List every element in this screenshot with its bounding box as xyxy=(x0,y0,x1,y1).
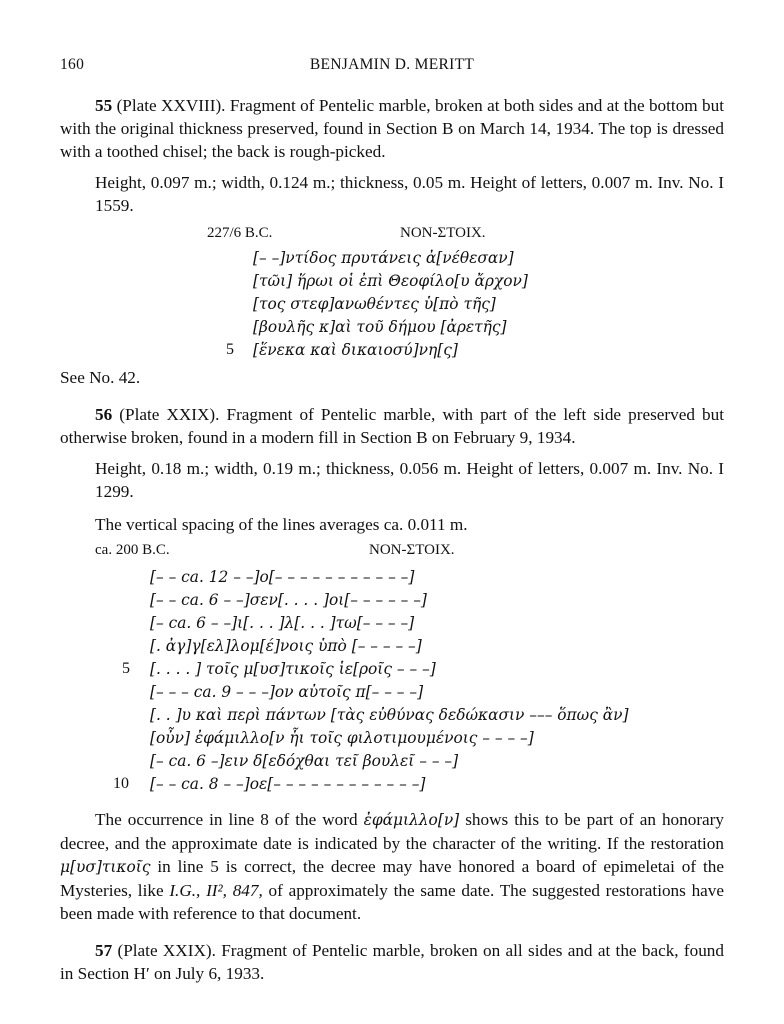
entry-55-intro: 55 (Plate XXVIII). Fragment of Pentelic marble, broken at both sides and at the bottom but with the original thickness preserved, found in Section B on March 14, 1934. The top is dressed with a toothed chisel; the back is rough-picked. xyxy=(60,96,725,161)
inscription-55-header xyxy=(60,225,724,249)
entry-57-intro: 57 (Plate XXIX). Fragment of Pentelic marble, broken on all sides and at the back, found in Section H′ on July 6, 1933. xyxy=(60,941,724,983)
inscription-line: [– ca. 6 –]ειν δ[εδόχθαι τεῖ βουλεῖ – – –] xyxy=(150,752,459,770)
entry-55-dimensions: Height, 0.097 m.; width, 0.124 m.; thickness, 0.05 m. Height of letters, 0.007 m. Inv. No. I 1559. xyxy=(95,173,724,215)
inscription-date: ca. 200 B.C. xyxy=(95,542,170,558)
entry-56-dimensions: Height, 0.18 m.; width, 0.19 m.; thickness, 0.056 m. Height of letters, 0.007 m. Inv. No. I 1299. xyxy=(95,459,724,501)
inscription-56-header xyxy=(60,542,724,566)
inscription-date: 227/6 B.C. xyxy=(207,225,273,241)
inscription-line: [– – – ca. 9 – – –]ον αὐτοῖς π[– – – –] xyxy=(150,683,424,701)
inscription-line: [τῶι] ἥρωι οἱ ἐπὶ Θεοφίλο[υ ἄρχον] xyxy=(253,272,528,290)
page-number: 160 xyxy=(60,56,85,73)
entry-56-spacing-note: The vertical spacing of the lines averages ca. 0.011 m. xyxy=(95,515,468,534)
inscription-line: [. ἀγ]γ[ελ]λομ[έ]νοις ὑπὸ [– – – – –] xyxy=(150,637,422,655)
entry-number: 55 xyxy=(95,96,113,115)
inscription-line: [– ca. 6 – –]ι[. . . ]λ[. . . ]τω[– – – –] xyxy=(150,614,415,632)
inscription-line: [. . ]υ καὶ περὶ πάντων [τὰς εὐθύνας δεδώκασιν ––– ὅπως ἂν] xyxy=(150,706,629,724)
inscription-line: 10 [– – ca. 8 – –]οε[– – – – – – – – – – – –] xyxy=(113,775,426,793)
inscription-56-text xyxy=(60,568,724,798)
inscription-55-text xyxy=(60,249,724,364)
entry-56-intro: 56 (Plate XXIX). Fragment of Pentelic marble, with part of the left side preserved but otherwise broken, found in a modern fill in Section B on February 9, 1934. xyxy=(60,405,724,447)
inscription-line: 5 [ἕνεκα καὶ δικαιοσύ]νη[ς] xyxy=(226,341,458,359)
inscription-line: [– –]ντίδος πρυτάνεις ἀ[νέθεσαν] xyxy=(253,249,514,267)
inscription-line: [– – ca. 6 – –]σεν[. . . . ]οι[– – – – – –] xyxy=(150,591,427,609)
running-head xyxy=(60,50,724,76)
page xyxy=(60,50,724,985)
stoichedon-label: NON-ΣTOIX. xyxy=(369,542,455,558)
inscription-line: 5 [. . . . ] τοῖς μ[υσ]τικοῖς ἱε[ροῖς – – –] xyxy=(122,660,436,678)
entry-56-commentary: The occurrence in line 8 of the word ἐφάμιλλο[ν] shows this to be part of an honorary decree, and the approximate date is indicated by the character of the writing. If the restoration μ[υσ]τικοῖς in line 5 is correct, the decree may have honored a board of epimeletai of the Mysteries, like I.G., II², 847, of approximately the same date. The suggested restorations have been made with reference to that document. xyxy=(60,810,725,923)
entry-number: 56 xyxy=(95,405,113,424)
entry-number: 57 xyxy=(95,941,113,960)
inscription-line: [βουλῆς κ]αὶ τοῦ δήμου [ἀρετῆς] xyxy=(253,318,507,336)
inscription-line: [τος στεφ]ανωθέντες ὑ[πὸ τῆς] xyxy=(253,295,496,313)
inscription-line: [– – ca. 12 – –]ο[– – – – – – – – – – –] xyxy=(150,568,415,586)
see-reference: See No. 42. xyxy=(60,368,141,387)
inscription-line: [οὖν] ἐφάμιλλο[ν ἧι τοῖς φιλοτιμουμένοις – – – –] xyxy=(150,729,534,747)
stoichedon-label: NON-ΣTOIX. xyxy=(400,225,486,241)
running-head-author: BENJAMIN D. MERITT xyxy=(309,56,475,73)
